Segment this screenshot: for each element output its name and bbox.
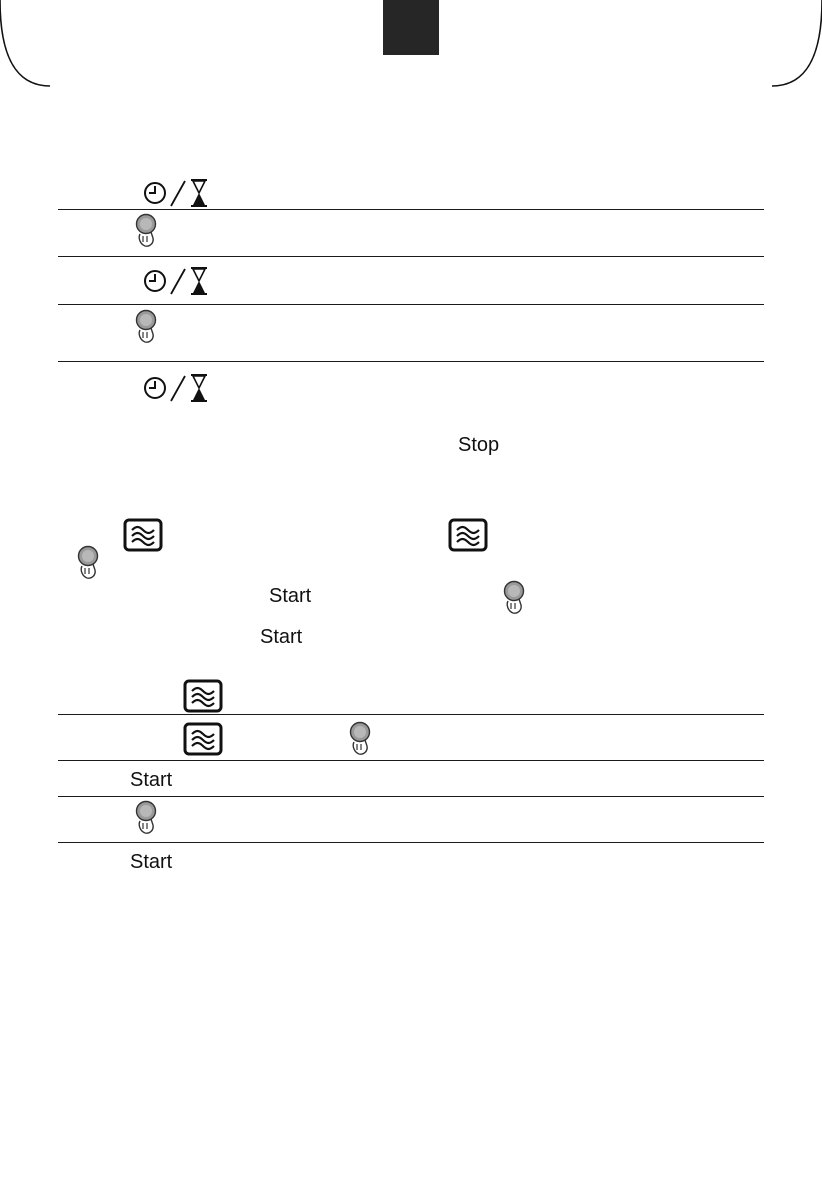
dial-knob-icon xyxy=(347,720,373,756)
start-label: Start xyxy=(130,769,173,791)
microwave-icon xyxy=(183,679,223,713)
table-row-divider xyxy=(58,361,764,362)
microwave-icon xyxy=(123,518,163,552)
start-label: Start xyxy=(269,585,312,607)
table-row-divider xyxy=(58,256,764,257)
dial-knob-icon xyxy=(133,308,159,344)
table-row-divider xyxy=(58,760,764,761)
clock-timer-icon xyxy=(143,178,209,208)
start-label: Start xyxy=(260,626,303,648)
dial-knob-icon xyxy=(133,212,159,248)
dial-knob-icon xyxy=(133,799,159,835)
clock-timer-icon xyxy=(143,373,209,403)
clock-timer-icon xyxy=(143,266,209,296)
dial-knob-icon xyxy=(75,544,101,580)
microwave-icon xyxy=(183,722,223,756)
dial-knob-icon xyxy=(501,579,527,615)
table-row-divider xyxy=(58,209,764,210)
table-row-divider xyxy=(58,304,764,305)
microwave-icon xyxy=(448,518,488,552)
table-row-divider xyxy=(58,796,764,797)
table-row-divider xyxy=(58,714,764,715)
stop-label: Stop xyxy=(458,434,500,456)
page-number-tab xyxy=(383,0,439,55)
start-label: Start xyxy=(130,851,173,873)
table-row-divider xyxy=(58,842,764,843)
